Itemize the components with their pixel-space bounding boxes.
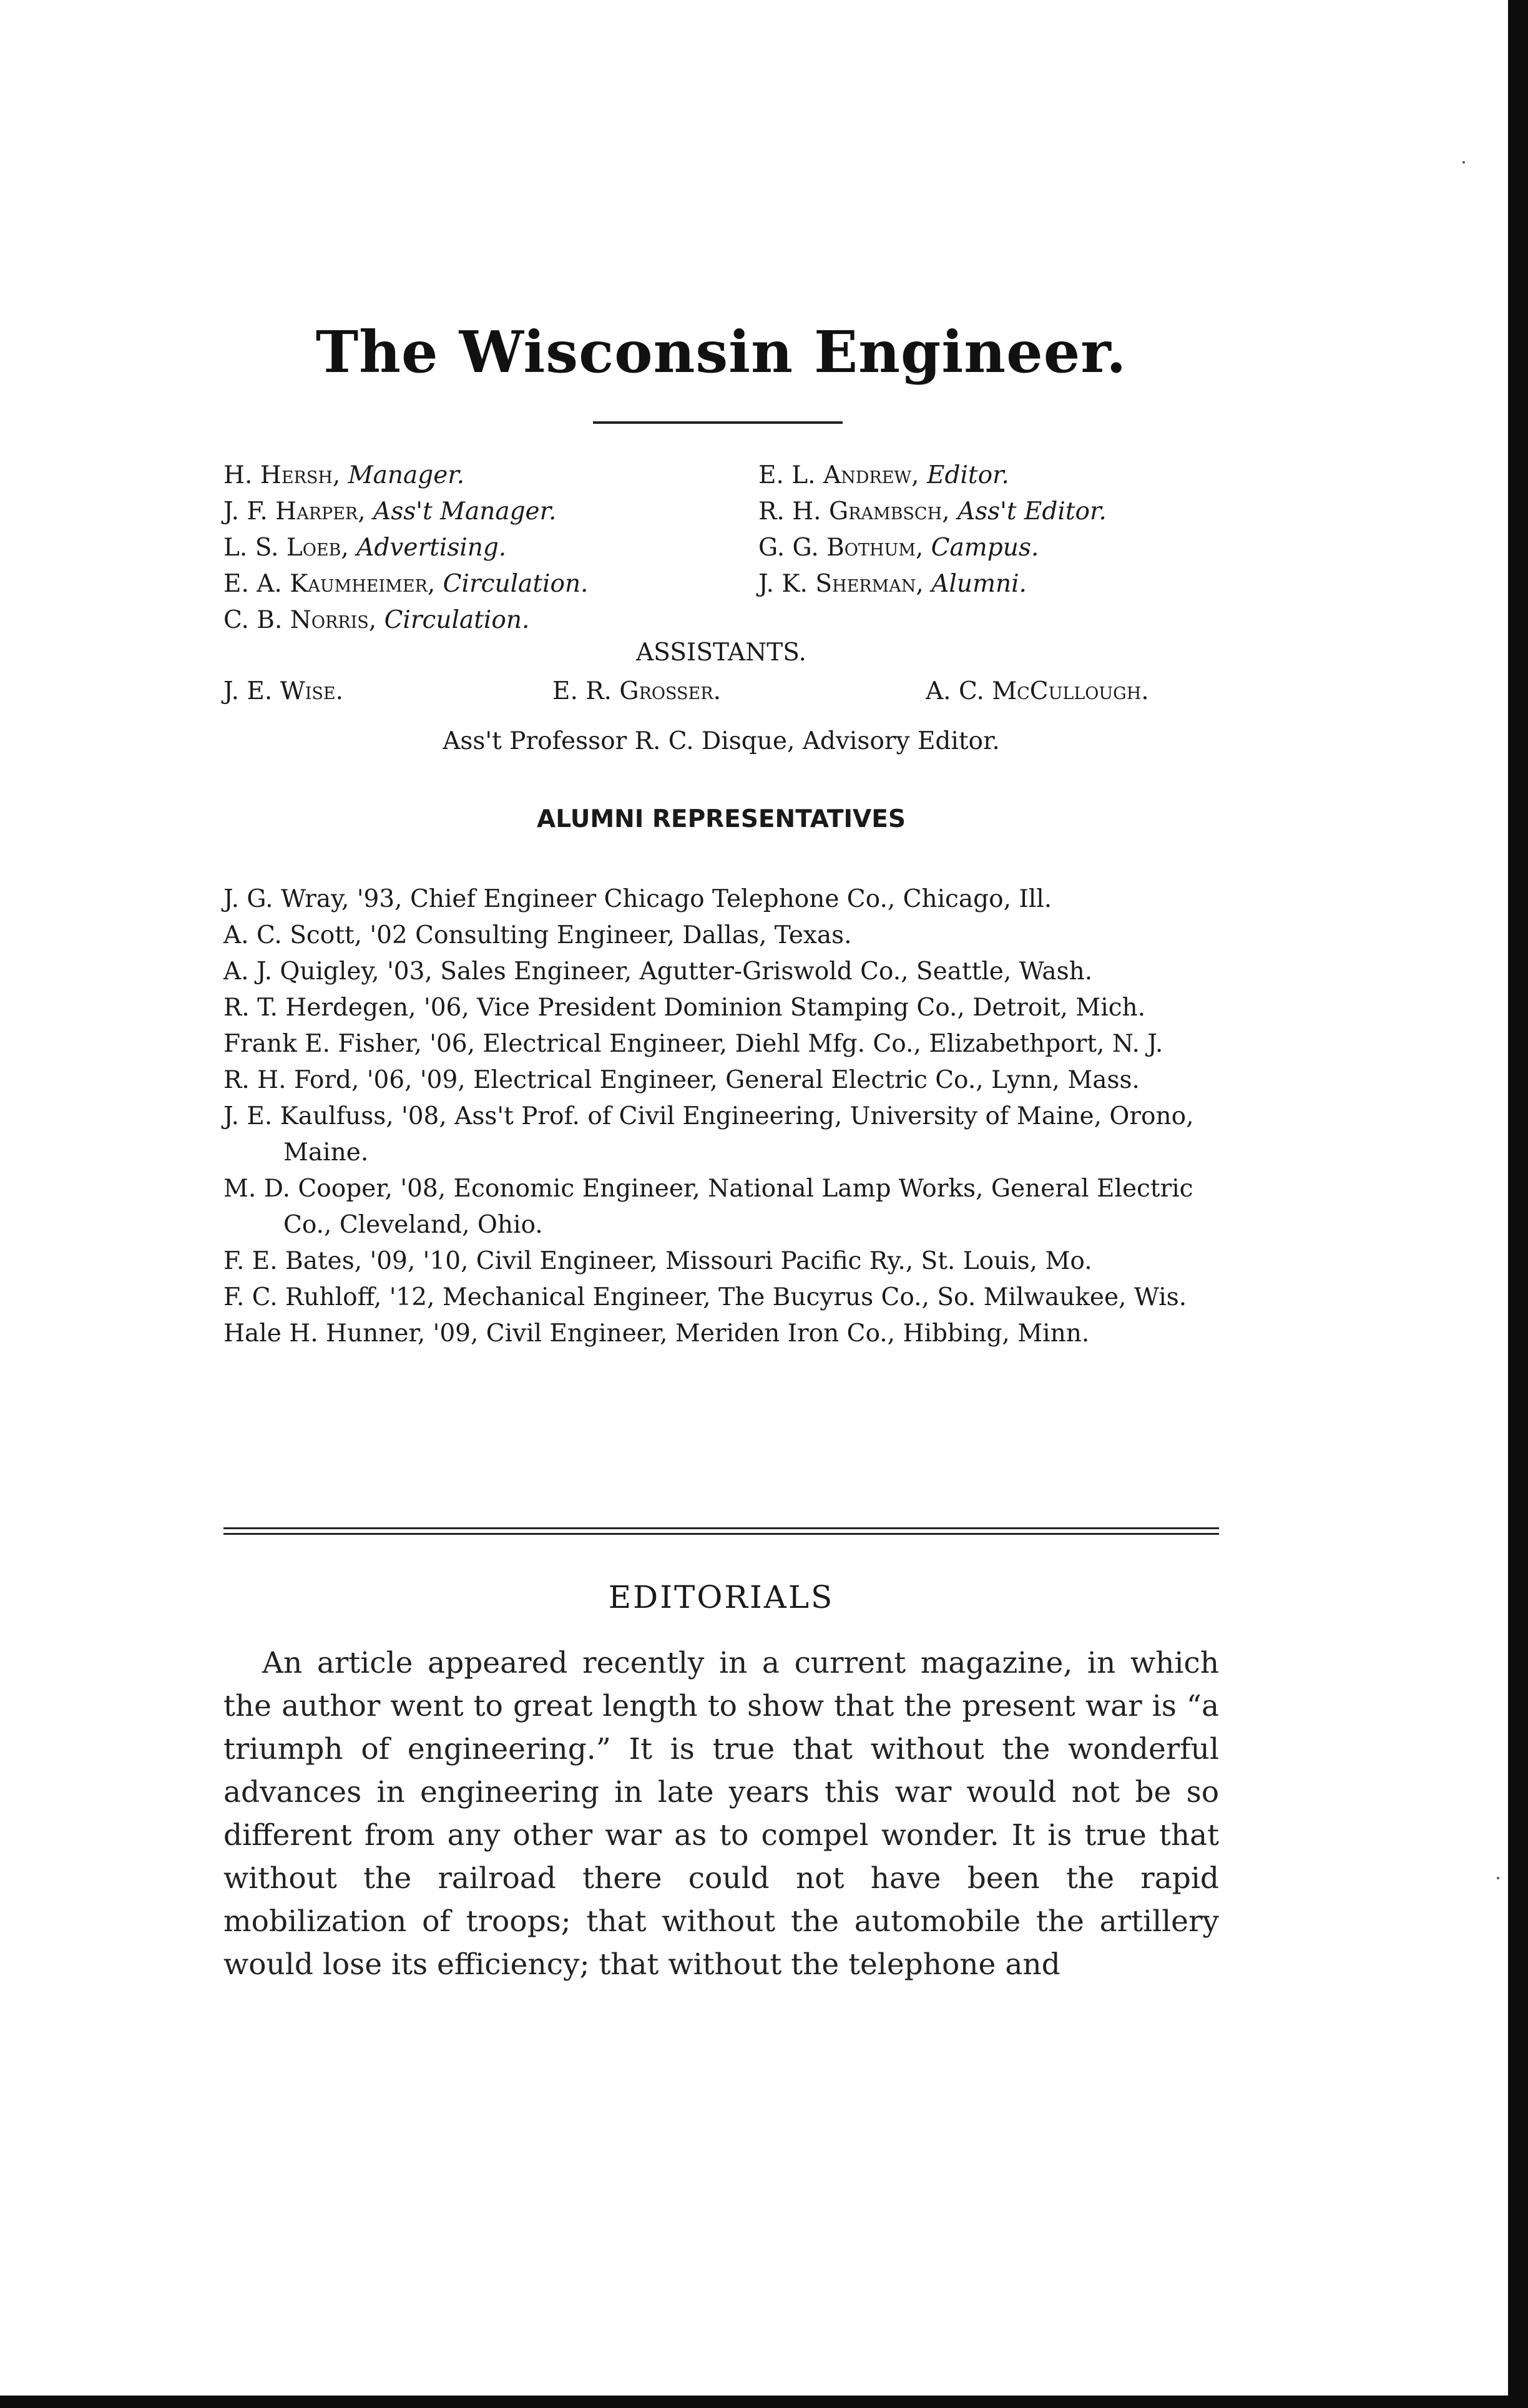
staff-entry (758, 536, 1039, 560)
title-rule (593, 421, 843, 424)
staff-name: C. B. Norris, (223, 606, 377, 634)
advisory-editor: Ass't Professor R. C. Disque, Advisory Editor. (443, 727, 1000, 755)
alumni-entry: J. G. Wray, '93, Chief Engineer Chicago Telephone Co., Chicago, Ill. (223, 885, 1052, 913)
staff-role: Circulation. (443, 570, 589, 598)
masthead-title: The Wisconsin Engineer. (315, 318, 1127, 386)
alumni-entry: Hale H. Hunner, '09, Civil Engineer, Meriden Iron Co., Hibbing, Minn. (223, 1319, 1090, 1348)
scan-speck (1497, 1877, 1499, 1879)
staff-role: Editor. (927, 461, 1009, 489)
alumni-entry: J. E. Kaulfuss, '08, Ass't Prof. of Civil Engineering, University of Maine, Orono, Maine. (223, 1102, 1194, 1167)
staff-role: Alumni. (931, 570, 1027, 598)
alumni-entry: F. C. Ruhloff, '12, Mechanical Engineer, The Bucyrus Co., So. Milwaukee, Wis. (223, 1283, 1187, 1311)
assistant-name: A. C. McCullough. (926, 677, 1149, 705)
staff-name: G. G. Bothum, (758, 534, 924, 562)
alumni-entry: F. E. Bates, '09, '10, Civil Engineer, Missouri Pacific Ry., St. Louis, Mo. (223, 1247, 1092, 1275)
staff-role: Ass't Editor. (957, 497, 1107, 526)
staff-role: Circulation. (384, 606, 530, 634)
scan-border-right (1508, 0, 1528, 2408)
alumni-entry: A. J. Quigley, '03, Sales Engineer, Agutter-Griswold Co., Seattle, Wash. (223, 957, 1093, 986)
scan-speck (1462, 161, 1465, 164)
alumni-entry: R. T. Herdegen, '06, Vice President Dominion Stamping Co., Detroit, Mich. (223, 994, 1146, 1022)
staff-entry (223, 463, 464, 487)
assistant-name: E. R. Grosser. (552, 677, 721, 705)
staff-role: Manager. (348, 461, 465, 489)
staff-role: Campus. (931, 534, 1039, 562)
staff-entry (223, 572, 588, 596)
staff-entry (223, 608, 529, 632)
assistants-heading: ASSISTANTS. (636, 639, 806, 667)
staff-name: J. K. Sherman, (758, 570, 924, 598)
scan-border-bottom (0, 2396, 1528, 2408)
staff-entry (758, 499, 1107, 524)
alumni-entry: A. C. Scott, '02 Consulting Engineer, Dallas, Texas. (223, 921, 852, 949)
staff-entry (223, 499, 556, 524)
alumni-heading: ALUMNI REPRESENTATIVES (537, 805, 906, 833)
alumni-list (223, 881, 1219, 1352)
editorial-paragraph: An article appeared recently in a current magazine, in which the author went to great length to show that the present war is “a triumph of engineering.” It is true that without the wonderful advances in engineering in late years this war would not be so different from any other war as to compel wonder. It is true that without the railroad there could not have been the rapid mobilization of troops; that without the automobile the artillery would lose its efficiency; that without the telephone and (223, 1646, 1219, 1982)
staff-entry (758, 463, 1009, 487)
staff-entry (758, 572, 1027, 596)
alumni-entry: Frank E. Fisher, '06, Electrical Engineer, Diehl Mfg. Co., Elizabethport, N. J. (223, 1030, 1163, 1058)
staff-role: Ass't Manager. (373, 497, 557, 526)
staff-name: L. S. Loeb, (223, 534, 349, 562)
staff-name: H. Hersh, (223, 461, 341, 489)
staff-name: E. A. Kaumheimer, (223, 570, 436, 598)
editorials-heading: EDITORIALS (608, 1579, 835, 1615)
staff-entry (223, 536, 506, 560)
staff-name: E. L. Andrew, (758, 461, 919, 489)
staff-name: J. F. Harper, (223, 497, 366, 526)
staff-role: Advertising. (356, 534, 507, 562)
alumni-entry: R. H. Ford, '06, '09, Electrical Engineer, General Electric Co., Lynn, Mass. (223, 1066, 1140, 1094)
assistant-name: J. E. Wise. (223, 677, 344, 705)
section-divider (223, 1527, 1219, 1537)
staff-name: R. H. Grambsch, (758, 497, 950, 526)
alumni-entry: M. D. Cooper, '08, Economic Engineer, National Lamp Works, General Electric Co., Cleveland, Ohio. (223, 1175, 1193, 1239)
